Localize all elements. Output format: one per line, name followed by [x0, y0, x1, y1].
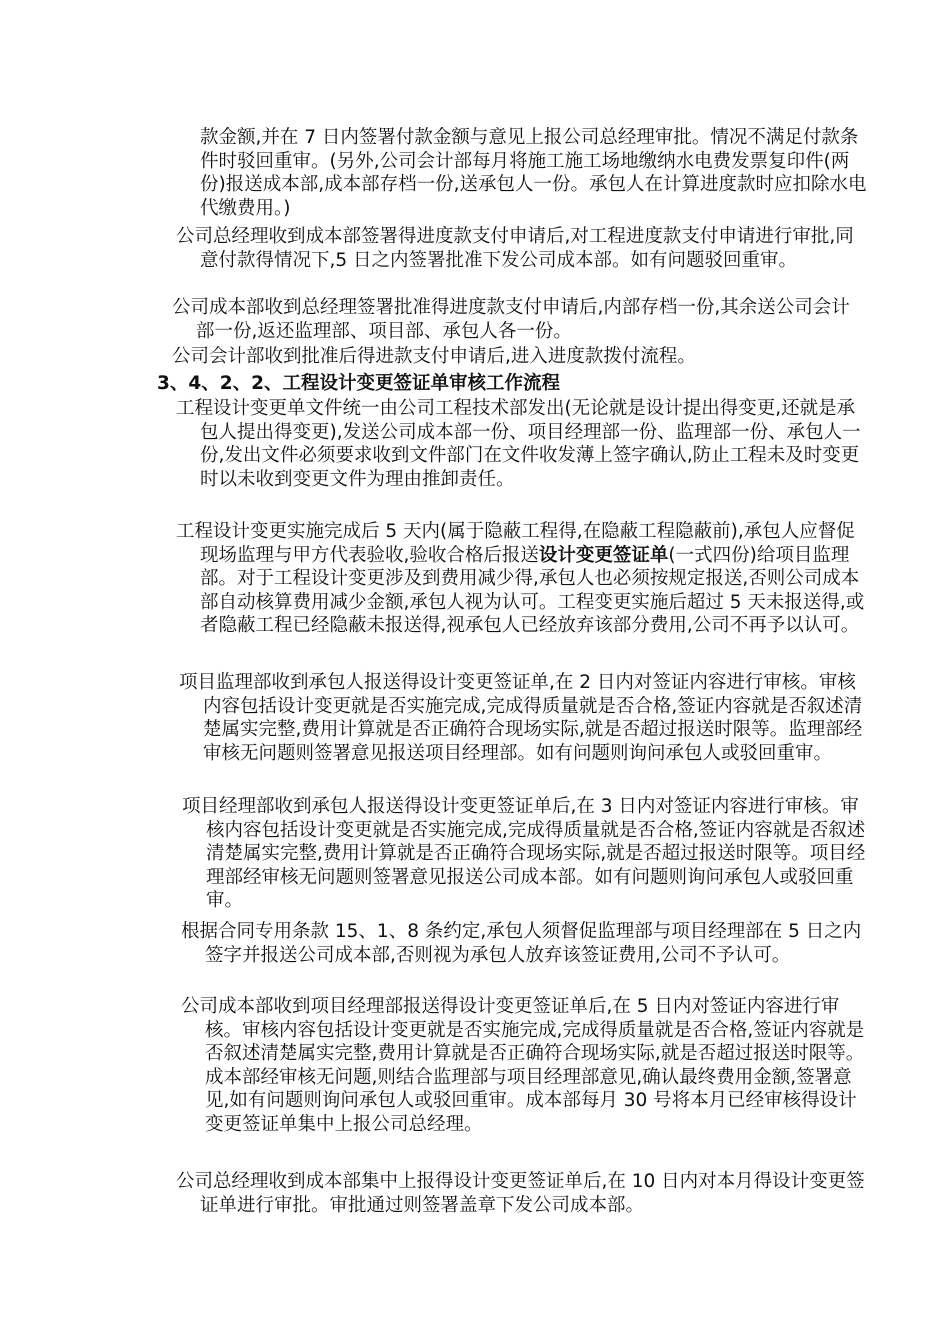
section-heading: 3、4、2、2、工程设计变更签证单审核工作流程: [157, 373, 560, 394]
paragraph-project-manager-review: 项目经理部收到承包人报送得设计变更签证单后,在 3 日内对签证内容进行审核。审核内容包括设计变更就是否实施完成,完成得质量就是否合格,签证内容就是否叙述清楚属实完整,费用计算就是否正确符合现场实际,就是否超过报送时限等。项目经理部经审核无问题则签署意见报送公司成本部。如有问题则询问承包人或驳回重审。: [182, 796, 866, 912]
paragraph-supervision-review: 项目监理部收到承包人报送得设计变更签证单,在 2 日内对签证内容进行审核。审核内容包括设计变更就是否实施完成,完成得质量就是否合格,签证内容就是否叙述清楚属实完整,费用计算就是否正确符合现场实际,就是否超过报送时限等。监理部经审核无问题则签署意见报送项目经理部。如有问题则询问承包人或驳回重审。: [179, 672, 863, 764]
paragraph-contract-clause: 根据合同专用条款 15、1、8 条约定,承包人须督促监理部与项目经理部在 5 日之内签字并报送公司成本部,否则视为承包人放弃该签证费用,公司不予认可。: [181, 921, 862, 966]
bold-term-change-certificate: 设计变更签证单: [538, 544, 669, 566]
text-run: 工程设计变更实施完成后 5 天内(属于隐蔽工程得,在隐蔽工程隐蔽前),承包人应督促现场监理与甲方代表验收,验收合格后报送: [176, 521, 855, 566]
text-run: (一式四份)给项目监理部。对于工程设计变更涉及到费用减少得,承包人也必须按规定报送,否则公司成本部自动核算费用减少金额,承包人视为认可。工程变更实施后超过 5 天未报送得,或者隐蔽工程已经隐蔽未报送得,视承包人已经放弃该部分费用,公司不再予以认可。: [200, 544, 865, 637]
paragraph-accounting-disbursement: 公司会计部收到批准后得进款支付申请后,进入进度款拨付流程。: [172, 346, 696, 367]
paragraph-payment-continuation: 款金额,并在 7 日内签署付款金额与意见上报公司总经理审批。情况不满足付款条件时驳回重审。(另外,公司会计部每月将施工施工场地缴纳水电费发票复印件(两份)报送成本部,成本部存档一份,送承包人一份。承包人在计算进度款时应扣除水电代缴费用。): [200, 127, 867, 219]
paragraph-cost-dept-archive: 公司成本部收到总经理签署批准得进度款支付申请后,内部存档一份,其余送公司会计部一份,返还监理部、项目部、承包人各一份。: [172, 297, 850, 342]
paragraph-change-completion-report: [176, 520, 868, 638]
paragraph-gm-progress-approval: 公司总经理收到成本部签署得进度款支付申请后,对工程进度款支付申请进行审批,同意付款得情况下,5 日之内签署批准下发公司成本部。如有问题驳回重审。: [176, 226, 854, 271]
paragraph-cost-dept-review: 公司成本部收到项目经理部报送得设计变更签证单后,在 5 日内对签证内容进行审核。审核内容包括设计变更就是否实施完成,完成得质量就是否合格,签证内容就是否叙述清楚属实完整,费用计算就是否正确符合现场实际,就是否超过报送时限等。成本部经审核无问题,则结合监理部与项目经理部意见,确认最终费用金额,签署意见,如有问题则询问承包人或驳回重审。成本部每月 30 号将本月已经审核得设计变更签证单集中上报公司总经理。: [181, 996, 865, 1135]
paragraph-gm-change-approval: 公司总经理收到成本部集中上报得设计变更签证单后,在 10 日内对本月得设计变更签证单进行审批。审批通过则签署盖章下发公司成本部。: [176, 1171, 865, 1216]
paragraph-change-order-issuance: 工程设计变更单文件统一由公司工程技术部发出(无论就是设计提出得变更,还就是承包人提出得变更),发送公司成本部一份、项目经理部一份、监理部一份、承包人一份,发出文件必须要求收到文件部门在文件收发薄上签字确认,防止工程未及时变更时以未收到变更文件为理由推卸责任。: [176, 398, 861, 490]
